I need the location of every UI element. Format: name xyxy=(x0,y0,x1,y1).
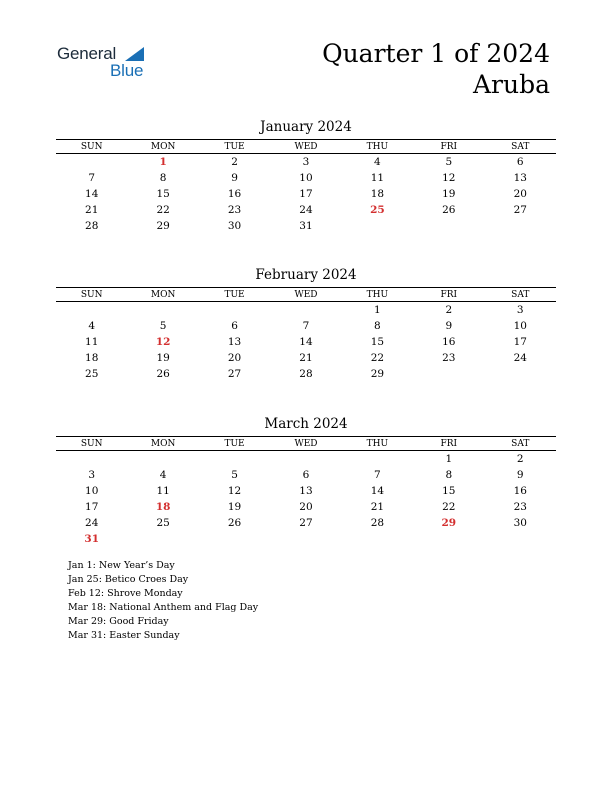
empty-date-cell xyxy=(199,531,270,547)
month-february xyxy=(56,265,556,382)
empty-date-cell xyxy=(56,451,127,468)
date-cell: 17 xyxy=(85,501,99,513)
date-cell: 3 xyxy=(88,469,96,481)
weekday-header: SUN xyxy=(56,288,127,302)
empty-date-cell xyxy=(270,302,341,319)
week-row xyxy=(56,154,556,171)
country-title: Aruba xyxy=(472,70,550,99)
weekday-header: SAT xyxy=(485,288,556,302)
date-cell: 22 xyxy=(442,501,456,513)
empty-date-cell xyxy=(413,218,484,234)
weekday-header: SUN xyxy=(56,140,127,154)
date-cell: 8 xyxy=(374,320,381,332)
week-row xyxy=(56,499,556,515)
weekday-header: TUE xyxy=(199,437,270,451)
date-cell: 26 xyxy=(442,204,456,216)
date-cell: 5 xyxy=(445,156,453,168)
empty-date-cell xyxy=(270,531,341,547)
date-cell: 21 xyxy=(85,204,99,216)
date-cell: 2 xyxy=(445,304,453,316)
date-cell: 23 xyxy=(513,501,527,513)
weekday-header: THU xyxy=(342,437,413,451)
date-cell: 24 xyxy=(299,204,313,216)
logo-triangle-icon xyxy=(125,47,144,61)
date-cell: 3 xyxy=(302,156,310,168)
weekday-header: TUE xyxy=(199,140,270,154)
date-cell: 10 xyxy=(299,172,313,184)
holiday-entry: Mar 31: Easter Sunday xyxy=(68,630,180,641)
empty-date-cell xyxy=(56,302,127,319)
weekday-header: SAT xyxy=(485,140,556,154)
calendar-grid xyxy=(56,436,556,547)
date-cell: 29 xyxy=(370,368,385,380)
empty-date-cell xyxy=(127,531,198,547)
date-cell: 10 xyxy=(513,320,527,332)
date-cell: 17 xyxy=(513,336,527,348)
date-cell: 26 xyxy=(227,517,242,529)
weekday-header: MON xyxy=(127,437,198,451)
month-title: March 2024 xyxy=(264,416,348,432)
date-cell: 14 xyxy=(370,485,385,497)
date-cell: 14 xyxy=(299,336,313,348)
date-cell: 15 xyxy=(370,336,385,348)
date-cell: 19 xyxy=(442,188,456,200)
weekday-header: SUN xyxy=(56,437,127,451)
date-cell: 10 xyxy=(85,485,99,497)
week-row xyxy=(56,202,556,218)
holiday-date-cell: 18 xyxy=(155,501,171,513)
date-cell: 7 xyxy=(88,172,96,184)
holiday-date-cell: 25 xyxy=(370,204,385,216)
date-cell: 6 xyxy=(231,320,238,332)
month-title: January 2024 xyxy=(260,119,352,135)
date-cell: 20 xyxy=(227,352,242,364)
date-cell: 1 xyxy=(445,453,453,465)
date-cell: 29 xyxy=(156,220,170,232)
date-cell: 28 xyxy=(85,220,99,232)
empty-date-cell xyxy=(127,451,198,468)
date-cell: 22 xyxy=(156,204,170,216)
date-cell: 20 xyxy=(513,188,527,200)
date-cell: 21 xyxy=(299,352,313,364)
week-row xyxy=(56,531,556,547)
holiday-entry: Mar 29: Good Friday xyxy=(68,616,169,627)
date-cell: 13 xyxy=(299,485,313,497)
weekday-header: WED xyxy=(270,288,341,302)
date-cell: 23 xyxy=(227,204,242,216)
holiday-date-cell: 1 xyxy=(159,156,167,168)
date-cell: 25 xyxy=(85,368,99,380)
page-title xyxy=(322,38,550,100)
date-cell: 4 xyxy=(159,469,167,481)
date-cell: 11 xyxy=(156,485,170,497)
date-cell: 5 xyxy=(159,320,167,332)
date-cell: 27 xyxy=(227,368,242,380)
date-cell: 15 xyxy=(156,188,170,200)
date-cell: 19 xyxy=(156,352,170,364)
empty-date-cell xyxy=(270,451,341,468)
date-cell: 12 xyxy=(442,172,456,184)
week-row xyxy=(56,218,556,234)
date-cell: 24 xyxy=(513,352,527,364)
empty-date-cell xyxy=(199,302,270,319)
date-cell: 12 xyxy=(227,485,242,497)
week-row xyxy=(56,467,556,483)
empty-date-cell xyxy=(413,366,484,382)
week-row xyxy=(56,483,556,499)
date-cell: 9 xyxy=(445,320,453,332)
date-cell: 8 xyxy=(159,172,167,184)
date-cell: 11 xyxy=(85,336,99,348)
weekday-header-row xyxy=(56,288,556,302)
week-row xyxy=(56,318,556,334)
date-cell: 13 xyxy=(227,336,242,348)
date-cell: 5 xyxy=(231,469,238,481)
month-title: February 2024 xyxy=(255,267,357,283)
weekday-header: WED xyxy=(270,140,341,154)
date-cell: 17 xyxy=(299,188,313,200)
date-cell: 3 xyxy=(516,304,524,316)
date-cell: 7 xyxy=(374,469,381,481)
date-cell: 9 xyxy=(516,469,524,481)
weekday-header: SAT xyxy=(485,437,556,451)
date-cell: 28 xyxy=(299,368,313,380)
holiday-entry: Jan 25: Betico Croes Day xyxy=(68,574,189,585)
week-row xyxy=(56,170,556,186)
empty-date-cell xyxy=(485,531,556,547)
week-row xyxy=(56,350,556,366)
date-cell: 24 xyxy=(85,517,99,529)
week-row xyxy=(56,451,556,468)
weekday-header: FRI xyxy=(413,288,484,302)
weekday-header-row xyxy=(56,140,556,154)
date-cell: 22 xyxy=(370,352,385,364)
week-row xyxy=(56,515,556,531)
date-cell: 18 xyxy=(85,352,99,364)
weekday-header: MON xyxy=(127,288,198,302)
date-cell: 30 xyxy=(513,517,527,529)
holiday-entry: Jan 1: New Year’s Day xyxy=(68,560,175,571)
week-row xyxy=(56,334,556,350)
date-cell: 19 xyxy=(227,501,242,513)
date-cell: 13 xyxy=(513,172,527,184)
holiday-entry: Feb 12: Shrove Monday xyxy=(68,588,183,599)
weekday-header: THU xyxy=(342,140,413,154)
weekday-header: FRI xyxy=(413,437,484,451)
date-cell: 16 xyxy=(442,336,456,348)
date-cell: 30 xyxy=(227,220,242,232)
week-row xyxy=(56,186,556,202)
empty-date-cell xyxy=(199,451,270,468)
date-cell: 31 xyxy=(299,220,313,232)
date-cell: 9 xyxy=(231,172,238,184)
date-cell: 20 xyxy=(299,501,313,513)
empty-date-cell xyxy=(342,451,413,468)
date-cell: 4 xyxy=(374,156,381,168)
date-cell: 16 xyxy=(513,485,527,497)
date-cell: 21 xyxy=(370,501,385,513)
holiday-date-cell: 31 xyxy=(84,533,100,545)
logo-text-blue: Blue xyxy=(110,61,144,80)
quarter-title: Quarter 1 of 2024 xyxy=(322,39,550,68)
date-cell: 26 xyxy=(156,368,170,380)
date-cell: 8 xyxy=(445,469,453,481)
date-cell: 2 xyxy=(516,453,524,465)
weekday-header: WED xyxy=(270,437,341,451)
empty-date-cell xyxy=(127,302,198,319)
generalblue-logo xyxy=(57,44,157,80)
date-cell: 1 xyxy=(374,304,381,316)
date-cell: 23 xyxy=(442,352,456,364)
date-cell: 25 xyxy=(156,517,170,529)
week-row xyxy=(56,302,556,319)
empty-date-cell xyxy=(485,218,556,234)
date-cell: 15 xyxy=(442,485,456,497)
week-row xyxy=(56,366,556,382)
weekday-header: MON xyxy=(127,140,198,154)
date-cell: 27 xyxy=(299,517,313,529)
date-cell: 6 xyxy=(516,156,524,168)
date-cell: 2 xyxy=(231,156,238,168)
weekday-header: TUE xyxy=(199,288,270,302)
calendar-grid xyxy=(56,139,556,234)
logo-text-general: General xyxy=(57,44,117,63)
date-cell: 27 xyxy=(513,204,527,216)
empty-date-cell xyxy=(342,218,413,234)
holiday-list xyxy=(68,559,258,643)
date-cell: 14 xyxy=(85,188,99,200)
date-cell: 6 xyxy=(302,469,310,481)
calendar-grid xyxy=(56,287,556,382)
holiday-entry: Mar 18: National Anthem and Flag Day xyxy=(68,602,259,613)
date-cell: 11 xyxy=(370,172,385,184)
date-cell: 7 xyxy=(302,320,310,332)
date-cell: 16 xyxy=(227,188,242,200)
month-march xyxy=(56,414,556,547)
empty-date-cell xyxy=(485,366,556,382)
month-january xyxy=(56,117,556,234)
weekday-header: THU xyxy=(342,288,413,302)
weekday-header-row xyxy=(56,437,556,451)
date-cell: 4 xyxy=(88,320,96,332)
empty-date-cell xyxy=(342,531,413,547)
weekday-header: FRI xyxy=(413,140,484,154)
date-cell: 18 xyxy=(370,188,385,200)
empty-date-cell xyxy=(56,154,127,171)
empty-date-cell xyxy=(413,531,484,547)
date-cell: 28 xyxy=(370,517,385,529)
holiday-date-cell: 29 xyxy=(441,517,457,529)
holiday-date-cell: 12 xyxy=(155,336,171,348)
